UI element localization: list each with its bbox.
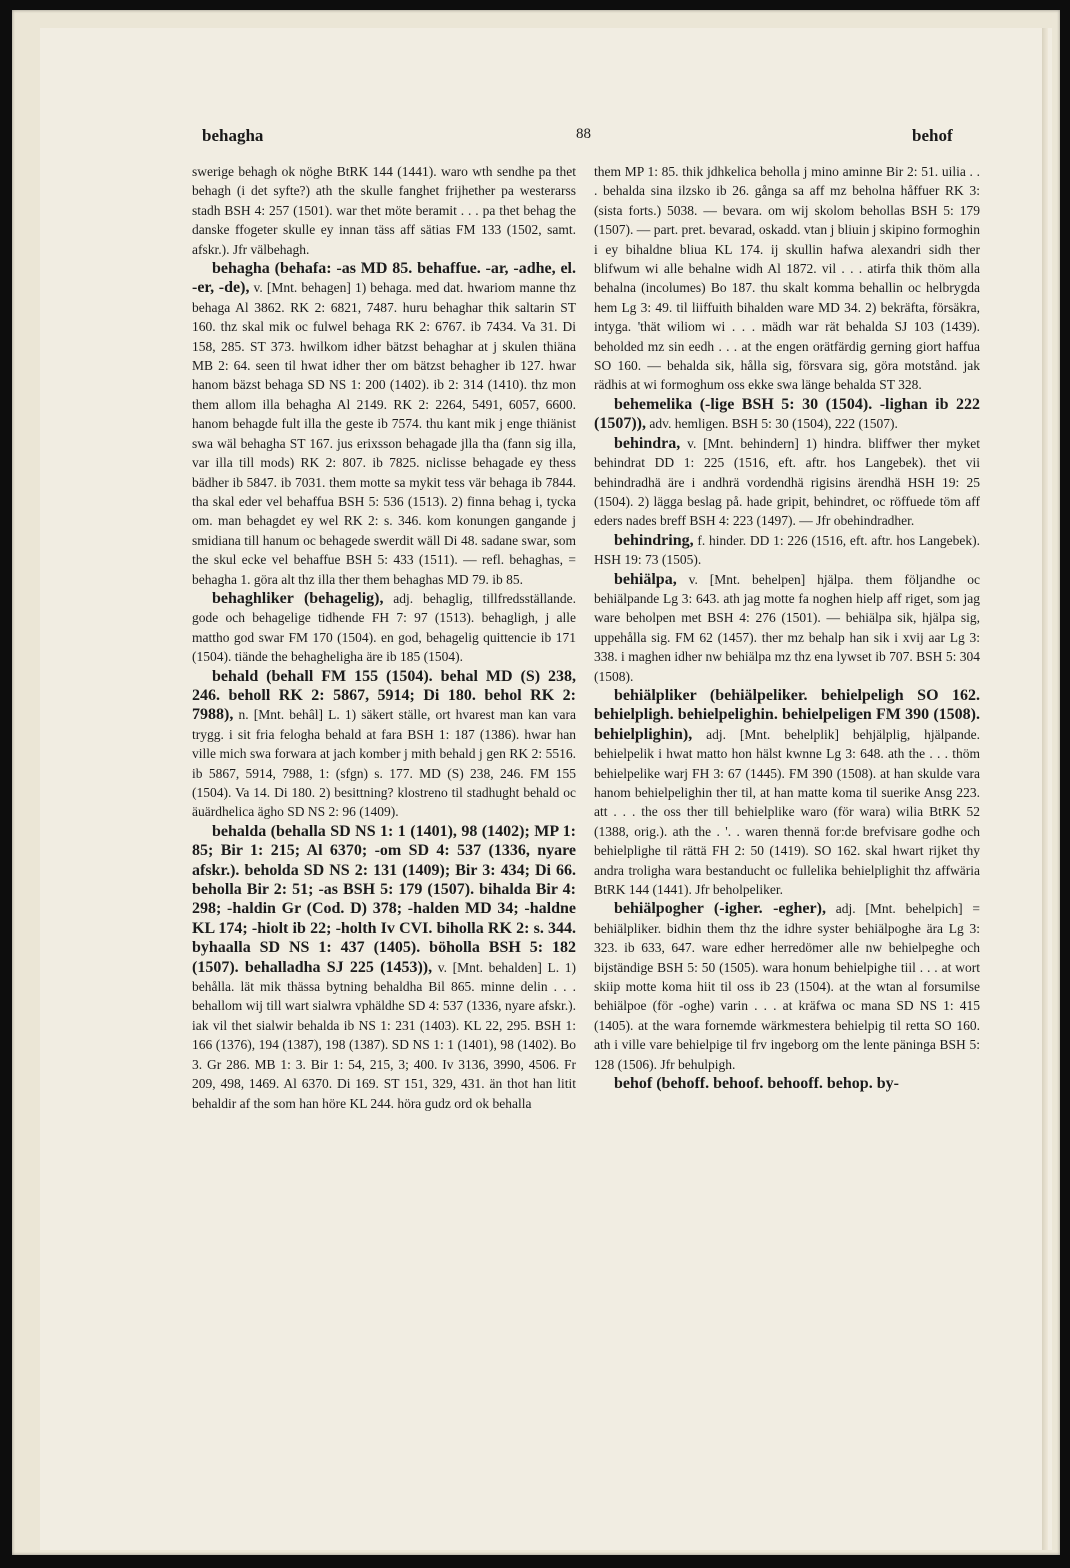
entry-text: v. [Mnt. behagen] 1) behaga. med dat. hwariom manne thz behaga Al 3862. RK 2: 6821, 7487. huru behaghar thik saltarin ST 160. thz skal mik oc fulwel behaga RK 2: 6767. ib 7434. Va 31. Di 158, 285. ST 373. hwilkom idher bätzst behaghar at j skulen thiäna MB 2: 64. seen til hwat idher ther om bätzst behagher ib 127. hwar hanom bäzst behaga SD NS 1: 200 (1402). ib 2: 314 (1410). thz mon them allom illa behagha Al 2149. RK 2: 2264, 5491, 6057, 6600. hanom behagde fult illa the geste ib 7574. thu kant mik j enge thiänist swa wäl behagha ST 167. jus erixsson behagade jlla tha (fann sig illa, var illa till mods) RK 2: 807. ib 7825. niclisse behagade ey thess bädher ib 5847. ib 7031. them motte sa mykit tess vär behaga ib 7844. tha skal eder vel behaffua BSH 5: 536 (1513). 2) finna behag i, tycka om. man behagdet ey wel RK 2: s. 346. kom konungen gangande j smidiana till hanum oc behagede swerdit wäll Di 48. sadane swar, som the skul ecke vel behaffue BSH 5: 433 (1511). — refl. behaghas, = behagha 1. göra alt thz illa ther them behaghas MD 79. ib 85. [192, 280, 576, 587]
dictionary-entry [594, 686, 980, 899]
entry-text: adj. [Mnt. behelpich] = behiälpliker. bidhin them thz the idhre syster behiälpoghe ära Lg 3: 323. ib 633, 647. ware edher herredömer alle nw behielpeghe och bijständige BSH 5: 50 (1505). wara honum behielpighe tiil . . . at wort skiip motte koma hiit til oss ib 23 (1504). at the wtan al forsumilse behiälpoe (för -oghe) varin . . . at kräfwa oc mana SD NS 1: 415 (1405). at the wara fornemde wärkmestera behielpig til retta SO 160. ath i ville vare behielpige til frv ingeborg om the lente päninga BSH 5: 128 (1506). Jfr behulpigh. [594, 901, 980, 1072]
entry-text: v. [Mnt. behelpen] hjälpa. them följandhe oc behiälpande Lg 3: 643. ath jag motte fa noghen hielp aff riget, som jag ware beholpen met BSH 4: 276 (1501). — behiälpa sik, hjälpa sig, uppehålla sig. FM 62 (1457). ther mz behalp han sik i xvij aar Lg 3: 338. i maghen idher nw behiälpa mz thz ena lywset ib 707. BSH 5: 304 (1508). [594, 571, 980, 684]
dictionary-entry [192, 589, 576, 667]
dictionary-entry [594, 395, 980, 434]
entry-text: them MP 1: 85. thik jdhkelica beholla j mino aminne Bir 2: 51. uilia . . . behalda sina ilzsko ib 26. gånga sa aff mz beholna håffuer RK 3: (sista forts.) 5038. — bevara. om wij skolom behollas BSH 5: 179 (1507). — part. pret. bevarad, oskadd. vtan j bliuin j skipino formoghin i ey bihaldne bliua KL 174. ij skullin hafwa alexandri sidh ther blifwum wi alle behalne widh Al 1872. vil . . . atirfa thik thöm alla behalna (incolumes) Bo 187. thu skalt komma behallin oc helbrygda hem Lg 3: 49. til liiffuith bihalden ware MD 34. 2) bekräfta, försäkra, intyga. 'thät wiliom wi . . . mädh war rät behalda SJ 103 (1439). beholded mz sin eedh . . . at the engen orätfärdig gerning giort haffua SO 160. — behalda sik, hålla sig, försvara sig, göra motstånd. jak rädhis at wi formoghum oss ekke swa länge behalda ST 328. [594, 164, 980, 393]
entry-headword: behemelika (-lige BSH 5: 30 (1504). -lighan ib 222 (1507)), [594, 395, 980, 433]
entry-text: adj. [Mnt. behelplik] behjälplig, hjälpande. behielpelik i hwat matto hon hälst kwnne Lg 3: 648. ath the . . . thöm behielpelike warj FH 3: 67 (1445). FM 390 (1508). at han skulde vara hanom behielpelighin ther til, at han matte koma til suerike Ansg 223. att . . . the oss ther till behielplike waro (för wara) wilia BtRK 52 (1388, orig.). ath the . '. . waren thennä for:de brefvisare godhe och behielplighe til rättä FH 2: 50 (1419). SO 162. skal hwart rijket thy andra trolighа wara bestanducht oc fullelika behielplighit thz affwäria BtRK 144 (1441). Jfr beholpeliker. [594, 726, 980, 898]
dictionary-entry [192, 667, 576, 822]
entry-text: v. [Mnt. behalden] L. 1) behålla. lät mik thässa bytning behaldha Bil 865. minne delin . . . behallom wij till wart sialwra vphäldhe SD 4: 537 (1336, nyare afskr.). iak vil thet sialwir behalda ib NS 1: 231 (1403). KL 22, 295. BSH 1: 166 (1376), 194 (1387), 198 (1387). SD NS 1: 1 (1401), 98 (1402). Bo 3. Gr 286. MB 1: 3. Bir 1: 54, 215, 3; 400. Iv 3136, 3990, 4506. Fr 209, 498, 1469. Al 6370. Di 169. ST 151, 329, 431. än thot han litit behaldir af the som han höre KL 244. höra gudz ord ok behalla [192, 959, 576, 1111]
dictionary-entry [594, 899, 980, 1074]
entry-text: v. [Mnt. behindern] 1) hindra. bliffwer ther myket behindrat DD 1: 225 (1516, eft. aftr. hos Langebek). thet vii behindradhä äre i andhrä vordendhä rigisins ärendhä HSH 19: 25 (1504). 2) lägga beslag på. hade gripit, behindret, oc röffuede töm aff eders nades breff BSH 4: 223 (1497). — Jfr obehindradher. [594, 435, 980, 529]
running-header [0, 126, 1070, 154]
entry-headword: behald (behall FM 155 (1504). behal MD (S) 238, 246. beholl RK 2: 5867, 5914; Di 180. behol RK 2: 7988), [192, 667, 576, 724]
dictionary-entry [594, 1074, 980, 1093]
entry-text: adv. hemligen. BSH 5: 30 (1504), 222 (1507). [645, 416, 898, 432]
entry-headword: behindra, [614, 434, 681, 452]
entry-headword: behof (behoff. behoof. behooff. behop. by- [614, 1075, 899, 1093]
header-guide-word-left: behagha [202, 126, 264, 145]
entry-headword: behindring, [614, 531, 694, 549]
right-column [594, 162, 980, 1362]
entry-text: n. [Mnt. behâl] L. 1) säkert ställe, ort hvarest man kan vara trygg. i sit fria felogha behald at fara BSH 1: 187 (1386). hwar han ville mich swa forwara at jach komber j mith behald j gen RK 2: 5516. ib 5867, 5914, 7988, 1: (sfgn) s. 177. MD (S) 238, 246. FM 155 (1504). Va 14. Di 180. 2) besittning? klostreno til stadhught behald oc äuärdhelica ägho SD NS 2: 96 (1409). [192, 707, 576, 820]
entry-headword: behiälpliker (behiälpeliker. behielpeligh SO 162. behielpligh. behielpelighin. behielpeligen FM 390 (1508). behielplighin), [594, 686, 980, 743]
entry-headword: behiälpa, [614, 570, 677, 588]
entry-headword: behalda (behalla SD NS 1: 1 (1401), 98 (1402); MP 1: 85; Bir 1: 215; Al 6370; -om SD 4: 537 (1336, nyare afskr.). beholda SD NS 2: 131 (1409); Bir 3: 434; Di 66. beholla Bir 2: 51; -as BSH 5: 179 (1507). bihalda Bir 4: 298; -haldin Gr (Cod. D) 378; -halden MD 34; -haldne KL 174; -hiolt ib 22; -holth Iv CVI. biholla RK 2: s. 344. byhaalla SD NS 1: 437 (1405). böholla BSH 5: 182 (1507). behalladha SJ 225 (1453)), [192, 822, 576, 976]
entry-continuation [594, 162, 980, 395]
dictionary-entry [594, 434, 980, 531]
entry-text: swerige behagh ok nöghe BtRK 144 (1441). waro wth sendhe pa thet behagh (i det syfte?) ath the skulle fanghet frijhether pa westerarss stadh BSH 4: 257 (1501). war thet möte beramit . . . pa thet behag the danske ffogeter skulle ey innan täss aff sätias FM 133 (1502, samt. afskr.). Jfr välbehagh. [192, 164, 576, 257]
entry-text: adj. behaglig, tillfredsställande. gode och behagelige tidhende FH 7: 97 (1513). behagligh, j alle mattho god swar FM 170 (1504). en god, behagelig quittencie ib 171 (1504). tiände the behagheligha äre ib 185 (1504). [192, 590, 576, 665]
entry-text: f. hinder. DD 1: 226 (1516, eft. aftr. hos Langebek). HSH 19: 73 (1505). [594, 532, 980, 568]
left-column [192, 162, 576, 1362]
entry-headword: behaghliker (behagelig), [212, 589, 384, 607]
page-number: 88 [576, 126, 591, 142]
entry-continuation [192, 162, 576, 259]
entry-headword: behagha (behafa: -as MD 85. behaffue. -ar, -adhe, el. -er, -de), [192, 260, 576, 297]
dictionary-entry [594, 570, 980, 686]
header-guide-word-right: behof [912, 126, 953, 145]
entry-headword: behiälpogher (-igher. -egher), [614, 900, 826, 918]
page-edge [1042, 28, 1048, 1550]
dictionary-entry [192, 259, 576, 589]
dictionary-entry [192, 822, 576, 1113]
dictionary-entry [594, 531, 980, 570]
